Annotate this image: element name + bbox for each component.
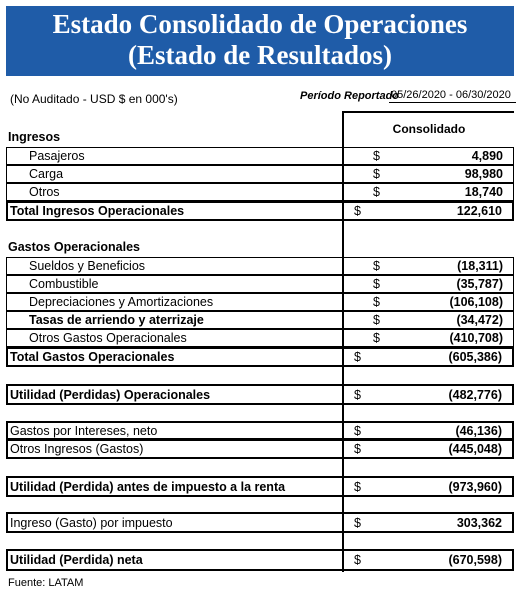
currency-symbol: $ bbox=[354, 515, 361, 530]
row-value: 4,890 bbox=[471, 149, 503, 163]
row-value: (35,787) bbox=[456, 277, 503, 291]
row-label: Sueldos y Beneficios bbox=[29, 259, 146, 273]
table-row-total-gastos bbox=[6, 347, 514, 367]
currency-symbol: $ bbox=[373, 185, 380, 199]
row-value: (973,960) bbox=[448, 479, 502, 494]
row-value: (605,386) bbox=[448, 350, 502, 364]
table-row-combustible bbox=[6, 275, 514, 293]
row-label: Total Gastos Operacionales bbox=[10, 350, 175, 364]
table-row-otros bbox=[6, 183, 514, 201]
period-value: 05/26/2020 - 06/30/2020 bbox=[389, 89, 516, 103]
row-value: (106,108) bbox=[449, 295, 503, 309]
row-value: 18,740 bbox=[464, 185, 503, 199]
currency-symbol: $ bbox=[373, 295, 380, 309]
currency-symbol: $ bbox=[354, 387, 361, 402]
period-label: Período Reportado bbox=[300, 90, 400, 102]
row-label: Tasas de arriendo y aterrizaje bbox=[29, 313, 204, 327]
table-row-total-ingresos bbox=[6, 201, 514, 221]
table-row-tasas bbox=[6, 311, 514, 329]
row-value: (18,311) bbox=[457, 259, 503, 273]
table-row-gastos-intereses bbox=[6, 421, 514, 440]
row-value: 303,362 bbox=[456, 515, 502, 530]
table-row-sueldos bbox=[6, 257, 514, 275]
currency-symbol: $ bbox=[354, 442, 361, 456]
currency-symbol: $ bbox=[373, 167, 380, 181]
currency-symbol: $ bbox=[354, 423, 361, 438]
title-banner bbox=[6, 6, 514, 76]
row-value: 122,610 bbox=[456, 204, 502, 218]
row-label: Otros bbox=[29, 185, 60, 199]
row-label: Otros Ingresos (Gastos) bbox=[10, 442, 144, 456]
currency-symbol: $ bbox=[354, 350, 361, 364]
row-label: Utilidad (Perdida) antes de impuesto a la renta bbox=[10, 479, 286, 494]
section-title-gastos: Gastos Operacionales bbox=[8, 240, 141, 254]
currency-symbol: $ bbox=[373, 331, 380, 345]
row-label: Ingreso (Gasto) por impuesto bbox=[10, 515, 173, 530]
row-value: (410,708) bbox=[449, 331, 503, 345]
row-label: Carga bbox=[29, 167, 64, 181]
unaudited-note: (No Auditado - USD $ en 000's) bbox=[10, 92, 178, 106]
currency-symbol: $ bbox=[354, 553, 361, 567]
table-row-carga bbox=[6, 165, 514, 183]
row-value: (445,048) bbox=[448, 442, 502, 456]
row-value: (482,776) bbox=[448, 387, 502, 402]
row-label: Total Ingresos Operacionales bbox=[10, 204, 185, 218]
row-value: (34,472) bbox=[456, 313, 503, 327]
row-label: Utilidad (Perdidas) Operacionales bbox=[10, 387, 211, 402]
row-value: 98,980 bbox=[464, 167, 503, 181]
table-row-utilidad-antes-impuesto bbox=[6, 476, 514, 497]
row-label: Utilidad (Perdida) neta bbox=[10, 553, 143, 567]
table-row-utilidad-operacional bbox=[6, 384, 514, 405]
currency-symbol: $ bbox=[354, 479, 361, 494]
currency-symbol: $ bbox=[373, 277, 380, 291]
row-label: Depreciaciones y Amortizaciones bbox=[29, 295, 214, 309]
table-row-impuesto bbox=[6, 512, 514, 533]
row-label: Pasajeros bbox=[29, 149, 85, 163]
title-line-2: (Estado de Resultados) bbox=[127, 40, 393, 70]
row-label: Gastos por Intereses, neto bbox=[10, 423, 158, 438]
row-value: (46,136) bbox=[455, 423, 502, 438]
table-row-depreciaciones bbox=[6, 293, 514, 311]
title-line-1: Estado Consolidado de Operaciones bbox=[52, 9, 468, 39]
column-header-consolidado: Consolidado bbox=[344, 111, 514, 145]
currency-symbol: $ bbox=[373, 313, 380, 327]
currency-symbol: $ bbox=[354, 204, 361, 218]
row-label: Combustible bbox=[29, 277, 99, 291]
table-row-utilidad-neta bbox=[6, 549, 514, 571]
table-row-pasajeros bbox=[6, 147, 514, 165]
table-row-otros-gastos bbox=[6, 329, 514, 347]
section-title-ingresos: Ingresos bbox=[8, 130, 61, 144]
row-label: Otros Gastos Operacionales bbox=[29, 331, 187, 345]
currency-symbol: $ bbox=[373, 259, 380, 273]
row-value: (670,598) bbox=[448, 553, 502, 567]
currency-symbol: $ bbox=[373, 149, 380, 163]
table-row-otros-ingresos bbox=[6, 439, 514, 459]
source-note: Fuente: LATAM bbox=[8, 577, 84, 589]
